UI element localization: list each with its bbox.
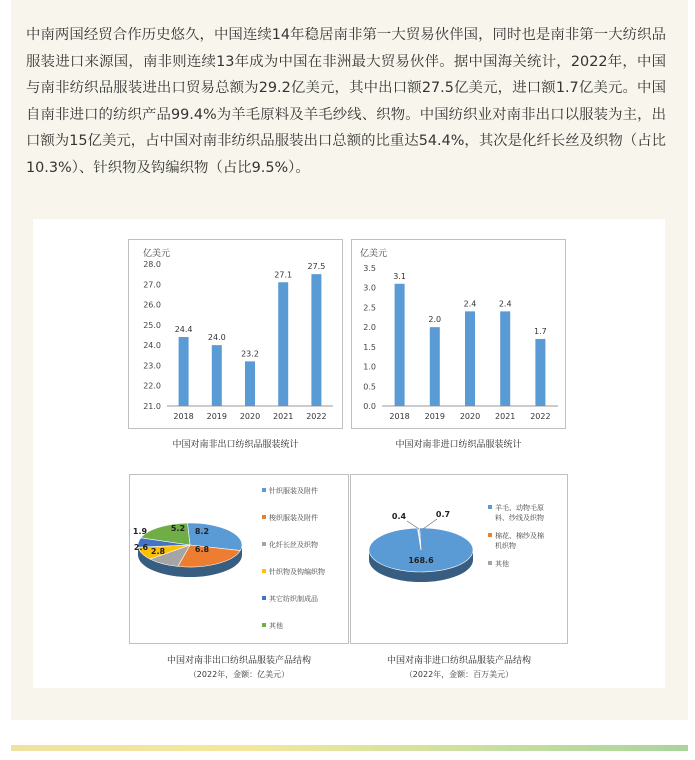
- x-tick-label: 2018: [173, 412, 194, 421]
- pie-data-label: 5.2: [170, 524, 186, 533]
- bar-data-label: 27.1: [274, 270, 293, 280]
- bar: [465, 311, 475, 406]
- bar-data-label: 23.2: [241, 349, 259, 359]
- import-bar-chart-svg: [352, 240, 567, 430]
- legend-label: 针织服装及附件: [269, 487, 318, 495]
- y-tick-label: 3.0: [363, 283, 376, 293]
- y-tick-label: 21.0: [143, 402, 161, 411]
- x-tick-label: 2022: [306, 412, 327, 421]
- x-tick-label: 2022: [530, 412, 551, 421]
- y-tick-label: 1.5: [363, 342, 376, 352]
- legend-swatch: [262, 596, 266, 600]
- bar-data-label: 3.1: [393, 271, 406, 281]
- bar-data-label: 24.0: [207, 333, 226, 343]
- pie-data-label: 168.6: [408, 556, 434, 565]
- y-tick-label: 3.5: [363, 264, 376, 273]
- bar: [430, 327, 440, 406]
- export-pie-chart-subcaption: （2022年，金额：亿美元）: [188, 670, 290, 679]
- bar-data-label: 27.5: [307, 262, 326, 272]
- legend-label: 其他: [495, 560, 509, 568]
- bar-data-label: 2.0: [428, 315, 442, 325]
- x-tick-label: 2020: [239, 412, 261, 421]
- leader-line: [423, 519, 437, 529]
- export-bar-chart-ylabel: 亿美元: [143, 249, 171, 259]
- pie-data-label: 2.8: [150, 547, 166, 556]
- legend-swatch: [488, 561, 492, 565]
- legend-swatch: [262, 542, 266, 546]
- bar: [311, 274, 321, 406]
- bar: [278, 282, 288, 406]
- pie-data-label: 8.2: [194, 527, 210, 536]
- bar-data-label: 1.7: [534, 326, 547, 336]
- pie-data-label: 2.6: [133, 543, 149, 552]
- legend-swatch: [262, 623, 266, 627]
- pie-data-label: 1.9: [132, 527, 148, 536]
- x-tick-label: 2021: [273, 412, 294, 421]
- pie-data-label: 6.8: [194, 545, 210, 554]
- y-tick-label: 25.0: [143, 320, 161, 330]
- legend-swatch: [262, 488, 266, 492]
- y-tick-label: 22.0: [143, 381, 161, 391]
- import-pie-chart-caption: 中国对南非进口纺织品服装产品结构: [386, 656, 531, 666]
- legend-label: 其他: [269, 622, 283, 630]
- bar: [212, 345, 222, 406]
- legend-swatch: [488, 505, 492, 509]
- bar-data-label: 2.4: [498, 299, 512, 309]
- y-tick-label: 0.0: [363, 402, 376, 411]
- import-bar-chart-ylabel: 亿美元: [360, 249, 388, 259]
- y-tick-label: 28.0: [143, 260, 161, 269]
- legend-swatch: [262, 515, 266, 519]
- pie-data-label: 0.7: [435, 510, 451, 519]
- export-bar-chart-svg: [129, 240, 344, 430]
- y-tick-label: 0.5: [363, 382, 376, 392]
- article-paragraph: 中南两国经贸合作历史悠久，中国连续14年稳居南非第一大贸易伙伴国，同时也是南非第一大纺织品服装进口来源国，南非则连续13年成为中国在非洲最大贸易伙伴。据中国海关统计，2022年，中国与南非纺织品服装进出口贸易总额为29.2亿美元，其中出口额27.5亿美元，进口额1.7亿美元。中国自南非进口的纺织产品99.4%为羊毛原料及羊毛纱线、织物。中国纺织业对南非出口以服装为主，出口额为15亿美元，占中国对南非纺织品服装出口总额的比重达54.4%，其次是化纤长丝及织物（占比10.3%）、针织物及钩编织物（占比9.5%）。: [26, 27, 666, 176]
- pie-data-label: 0.4: [391, 512, 407, 521]
- x-tick-label: 2021: [495, 412, 516, 421]
- x-tick-label: 2020: [459, 412, 481, 421]
- export-bar-chart-caption: 中国对南非出口纺织品服装统计: [172, 440, 299, 450]
- y-tick-label: 1.0: [363, 362, 376, 372]
- import-pie-chart: [350, 474, 568, 644]
- y-tick-label: 23.0: [143, 361, 161, 371]
- export-pie-chart: [129, 474, 349, 644]
- bar: [179, 337, 189, 406]
- legend-label: 针织物及钩编织物: [269, 568, 325, 576]
- bar: [500, 311, 510, 406]
- export-pie-chart-caption: 中国对南非出口纺织品服装产品结构: [166, 656, 311, 666]
- export-bar-chart: [128, 239, 343, 429]
- legend-label: 化纤长丝及织物: [269, 541, 318, 549]
- bottom-gradient-bar: [11, 745, 688, 751]
- legend-label: 梭织服装及附件: [269, 514, 318, 522]
- import-pie-chart-subcaption: （2022年，金额：百万美元）: [404, 670, 514, 679]
- import-bar-chart-caption: 中国对南非进口纺织品服装统计: [395, 440, 522, 450]
- bar: [395, 284, 405, 406]
- y-tick-label: 2.5: [363, 303, 376, 313]
- export-pie-chart-svg: [130, 475, 350, 645]
- leader-line: [407, 521, 419, 529]
- legend-label: 棉花、棉纱及棉机织物: [495, 532, 544, 550]
- import-pie-chart-svg: [351, 475, 569, 645]
- legend-swatch: [262, 569, 266, 573]
- y-tick-label: 27.0: [143, 280, 161, 290]
- bar-data-label: 24.4: [174, 325, 193, 335]
- y-tick-label: 24.0: [143, 341, 161, 351]
- x-tick-label: 2019: [424, 412, 445, 421]
- bar: [245, 361, 255, 406]
- import-bar-chart: [351, 239, 566, 429]
- y-tick-label: 2.0: [363, 323, 376, 333]
- x-tick-label: 2018: [389, 412, 410, 421]
- legend-swatch: [488, 533, 492, 537]
- figure-panel: [33, 219, 665, 688]
- x-tick-label: 2019: [206, 412, 227, 421]
- legend-label: 羊毛、动物毛原料、纱线及织物: [495, 504, 544, 522]
- bar-data-label: 2.4: [463, 299, 477, 309]
- bar: [535, 339, 545, 406]
- y-tick-label: 26.0: [143, 300, 161, 310]
- legend-label: 其它纺织制成品: [269, 595, 318, 603]
